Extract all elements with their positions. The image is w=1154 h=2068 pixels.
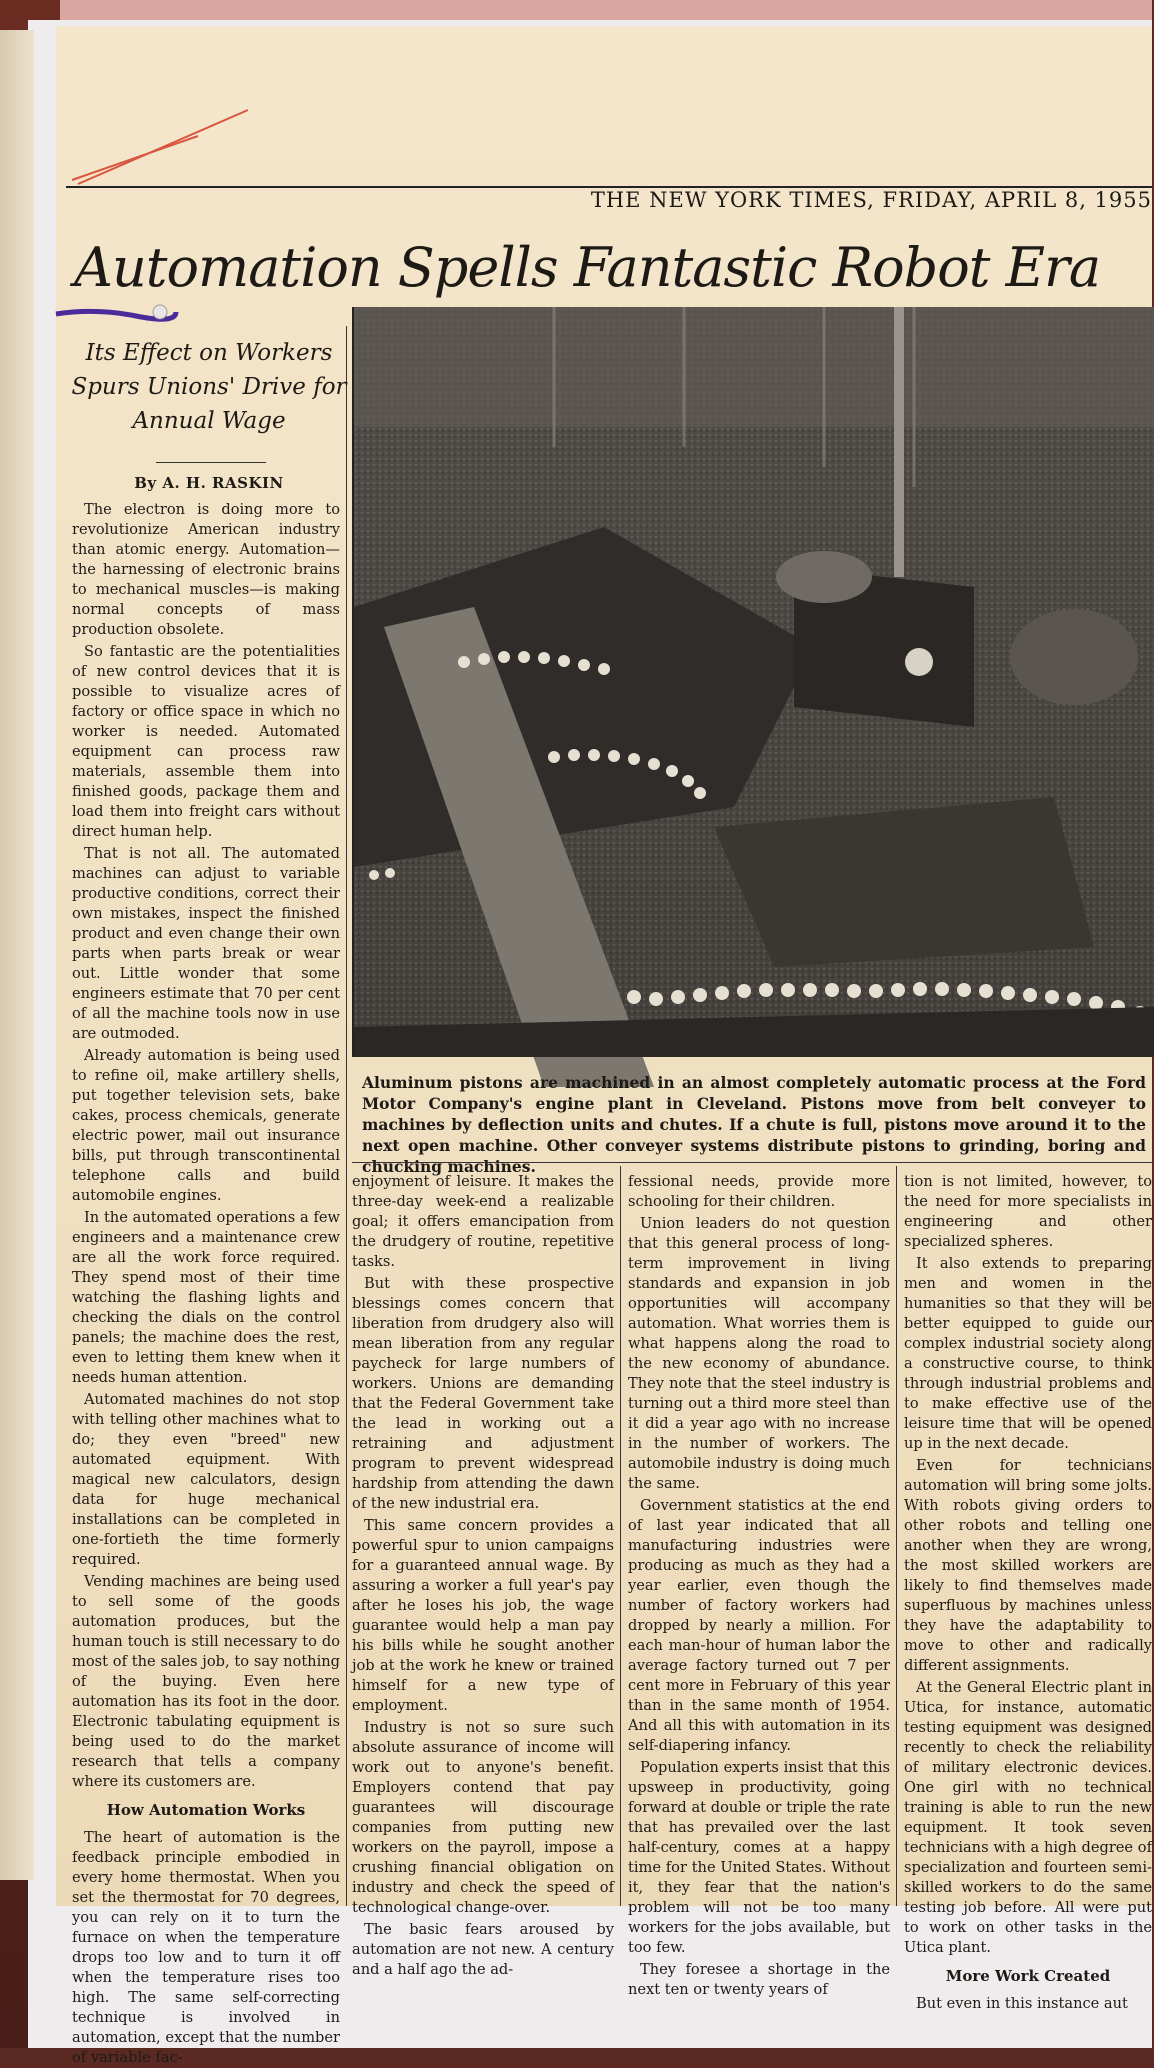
article-column-3: [628, 1172, 890, 1998]
section-heading: More Work Created: [945, 1967, 1111, 1985]
article-paragraph: Industry is not so sure such absolute assurance of income will work out to anyone's benefit. Employers contend that pay guarantees will discourage companies from putting new workers on the payroll, impose a crushing financial obligation on industry and check the speed of technological change-over.: [352, 1719, 614, 1916]
column-rule-3: [896, 1166, 897, 1906]
article-paragraph: The heart of automation is the feedback principle embodied in every home thermostat. When you set the thermostat for 70 degrees, you can rely on it to turn the furnace on when the temperature drops too low and to turn it off when the temperature rises too high. The same self-correcting technique is involved in automation, except that the number of variable fac-: [72, 1829, 340, 2066]
left-paper-edge: [0, 30, 34, 1880]
section-heading: How Automation Works: [106, 1801, 306, 1819]
article-paragraph: This same concern provides a powerful spur to union campaigns for a guaranteed annual wage. By assuring a worker a full year's pay after he loses his job, the wage guarantee would help a man pay his bills while he sought another job at the work he knew or trained himself for a new type of employment.: [352, 1517, 614, 1714]
article-paragraph: Population experts insist that this upsweep in productivity, going forward at double or triple the rate that has prevailed over the last half-century, comes at a happy time for the United States. Without it, they fear that the nation's problem will not be too many workers for the jobs available, but too few.: [628, 1759, 890, 1956]
article-paragraph: Already automation is being used to refine oil, make artillery shells, put together television sets, bake cakes, process chemicals, generate electric power, mail out insurance bills, put through transcontinental telephone calls and build automobile engines.: [72, 1047, 340, 1204]
headline: Automation Spells Fantastic Robot Era: [74, 236, 1101, 299]
article-paragraph: At the General Electric plant in Utica, for instance, automatic testing equipment was designed recently to check the reliability of military electronic devices. One girl with no technical training is able to run the new equipment. It took seven technicians with a high degree of specialization and fourteen semi-skilled workers to do the same testing job before. All were put to work on other tasks in the Utica plant.: [904, 1679, 1152, 1956]
article-paragraph: Government statistics at the end of last year indicated that all manufacturing industries were producing as much as they had a year earlier, even though the number of factory workers had dropped by nearly a million. For each man-hour of human labor the average factory turned out 7 per cent more in February of this year than in the same month of 1954. And all this with automation in its self-diapering infancy.: [628, 1497, 890, 1754]
article-paragraph: They foresee a shortage in the next ten or twenty years of: [628, 1961, 890, 1998]
article-paragraph: Automated machines do not stop with telling other machines what to do; they even "breed" new automated equipment. With magical new calculators, design data for huge mechanical installations can be completed in one-fortieth the time formerly required.: [72, 1391, 340, 1568]
article-column-4: [904, 1172, 1152, 2012]
column-rule-2: [620, 1166, 621, 1906]
article-column-2: [352, 1172, 614, 1978]
article-paragraph: It also extends to preparing men and women in the humanities so that they will be better equipped to guide our complex industrial society along a constructive course, to think through industrial problems and to make effective use of the leisure time that will be opened up in the next decade.: [904, 1255, 1152, 1452]
article-paragraph: Even for technicians automation will bring some jolts. With robots giving orders to other robots and telling one another when they are wrong, the most skilled workers are likely to find themselves made superfluous by machines unless they have the adaptability to move to other and radically different assignments.: [904, 1457, 1152, 1674]
caption-rule: [352, 1162, 1152, 1163]
red-pencil-mark: [68, 106, 268, 186]
article-paragraph: Union leaders do not question that this general process of long-term improvement in living standards and expansion in job opportunities will accompany automation. What worries them is what happens along the road to the new economy of abundance. They note that the steel industry is turning out a third more steel than it did a year ago with no increase in the number of workers. The automobile industry is doing much the same.: [628, 1215, 890, 1492]
masthead: THE NEW YORK TIMES, FRIDAY, APRIL 8, 1955: [590, 188, 1152, 212]
factory-photo: [352, 307, 1154, 1057]
article-paragraph: That is not all. The automated machines can adjust to variable productive conditions, correct their own mistakes, inspect the finished product and even change their own parts when parts break or wear out. Little wonder that some engineers estimate that 70 per cent of all the machine tools now in use are outmoded.: [72, 845, 340, 1042]
column-rule-1: [346, 326, 347, 1906]
purple-string: [56, 304, 176, 326]
photo-caption: Aluminum pistons are machined in an almost completely automatic process at the Ford Motor Company's engine plant in Cleveland. Pistons move from belt conveyer to machines by deflection units and chutes. If a chute is full, pistons move around it to the next open machine. Other conveyer systems distribute pistons to grinding, boring and chucking machines.: [362, 1073, 1146, 1176]
article-paragraph: The basic fears aroused by automation are not new. A century and a half ago the ad-: [352, 1921, 614, 1978]
subhead-rule: [156, 462, 266, 463]
article-paragraph: The electron is doing more to revolutionize American industry than atomic energy. Automation—the harnessing of electronic brains to mechanical muscles—is making normal concepts of mass production obsolete.: [72, 501, 340, 638]
byline: By A. H. RASKIN: [134, 474, 284, 492]
newspaper-clipping: [56, 26, 1152, 2066]
article-paragraph: In the automated operations a few engineers and a maintenance crew are all the work force required. They spend most of their time watching the flashing lights and checking the dials on the control panels; the machine does the rest, even to letting them knew when it needs human attention.: [72, 1209, 340, 1386]
article-paragraph: But with these prospective blessings comes concern that liberation from drudgery also will mean liberation from any regular paycheck for large numbers of workers. Unions are demanding that the Federal Government take the lead in working out a retraining and adjustment program to prevent widespread hardship from attending the dawn of the new industrial era.: [352, 1275, 614, 1512]
article-paragraph: fessional needs, provide more schooling for their children.: [628, 1173, 890, 1210]
article-paragraph: Vending machines are being used to sell some of the goods automation produces, but the human touch is still necessary to do most of the sales job, to say nothing of the buying. Even here automation has its foot in the door. Electronic tabulating equipment is being used to do the market research that tells a company where its customers are.: [72, 1573, 340, 1790]
article-paragraph: But even in this instance aut: [916, 1995, 1128, 2012]
subheadline: Its Effect on Workers Spurs Unions' Drive for Annual Wage: [71, 340, 347, 434]
article-paragraph: enjoyment of leisure. It makes the three-day week-end a realizable goal; it offers emancipation from the drudgery of routine, repetitive tasks.: [352, 1173, 614, 1270]
article-paragraph: tion is not limited, however, to the need for more specialists in engineering and other specialized spheres.: [904, 1173, 1152, 1250]
article-column-1: [72, 500, 340, 2066]
article-paragraph: So fantastic are the potentialities of new control devices that it is possible to visualize acres of factory or office space in which no worker is needed. Automated equipment can process raw materials, assemble them into finished goods, package them and load them into freight cars without direct human help.: [72, 643, 340, 840]
